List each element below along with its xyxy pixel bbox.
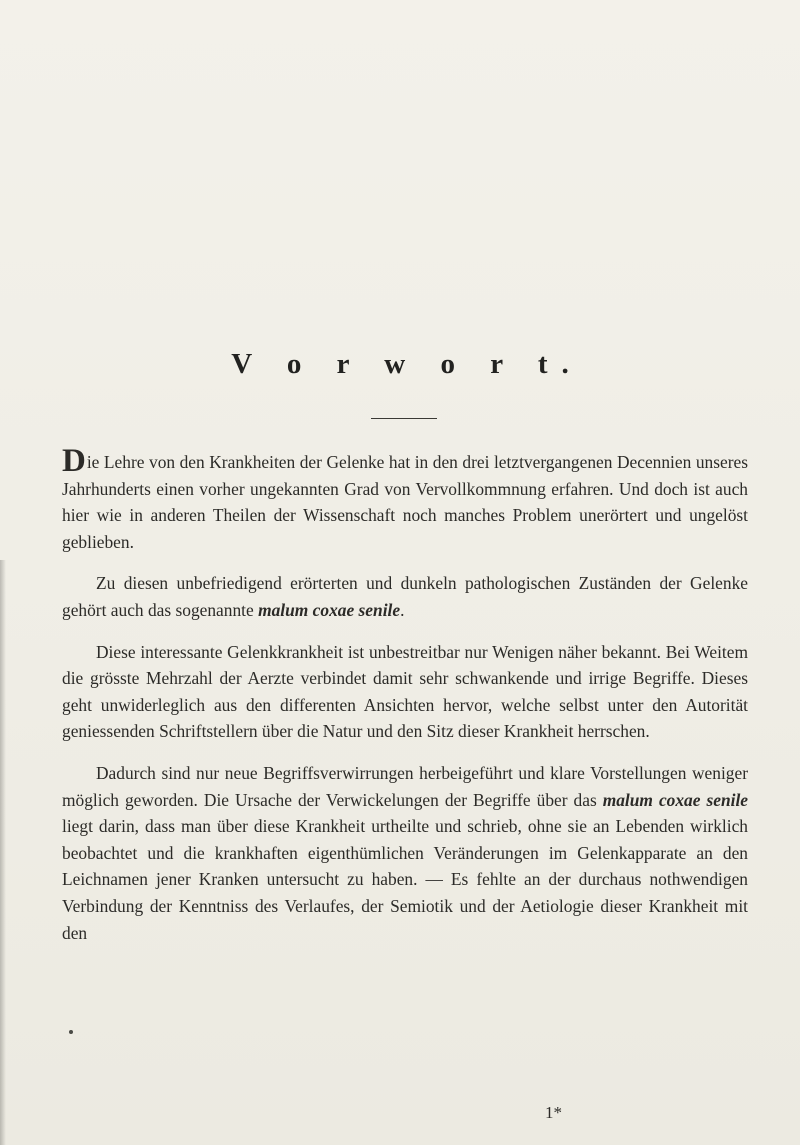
body-text xyxy=(62,443,749,961)
paragraph-1 xyxy=(62,443,748,555)
paragraph-4-text-end: liegt darin, dass man über diese Krankheit urtheilte und schrieb, ohne sie an Lebenden wirklich beobachtet und die krankhaften eigenthümlichen Veränderungen im Gelenkapparate an den Leichnamen jener Kranken untersucht zu haben. — Es fehlte an der durchaus nothwendigen Verbindung der Kenntniss des Verlaufes, der Semiotik und der Aetiologie dieser Krankheit mit den xyxy=(62,816,748,943)
paragraph-2-emphasis: malum coxae senile xyxy=(258,599,401,620)
paragraph-4 xyxy=(62,760,748,946)
paragraph-4-text: Dadurch sind nur neue Begriffsverwirrungen herbeigeführt und klare Vorstellungen weniger möglich geworden. Die Ursache der Verwickelungen der Begriffe über das xyxy=(62,762,748,810)
page-title: V o r w o r t. xyxy=(231,348,583,380)
ink-speck xyxy=(69,1030,73,1034)
paragraph-2 xyxy=(62,570,748,623)
paragraph-2-text: Zu diesen unbefriedigend erörterten und dunkeln pathologischen Zuständen der Gelenke gehört auch das sogenannte xyxy=(62,573,748,620)
page-edge-shadow xyxy=(0,560,6,1145)
paragraph-3 xyxy=(62,639,748,745)
paragraph-4-emphasis: malum coxae senile xyxy=(602,789,749,810)
paragraph-2-text-end: . xyxy=(400,599,405,620)
signature-mark: 1* xyxy=(545,1103,562,1122)
title-divider xyxy=(371,418,437,419)
paragraph-3-text: Diese interessante Gelenkkrankheit ist unbestreitbar nur Wenigen näher bekannt. Bei Weitem die grösste Mehrzahl der Aerzte verbindet damit sehr schwankende und irrige Begriffe. Dieses geht unwiderleglich aus den differenten Ansichten hervor, welche selbst unter den Autorität geniessenden Schriftstellern über die Natur und den Sitz dieser Krankheit herrschen. xyxy=(62,641,748,742)
drop-cap: D xyxy=(62,443,86,479)
paragraph-1-text: ie Lehre von den Krankheiten der Gelenke hat in den drei letztvergangenen Decennien unseres Jahrhunderts einen vorher ungekannten Grad von Vervollkommnung erfahren. Und doch ist auch hier wie in anderen Theilen der Wissenschaft noch manches Problem unerörtert und ungelöst geblieben. xyxy=(62,452,748,552)
